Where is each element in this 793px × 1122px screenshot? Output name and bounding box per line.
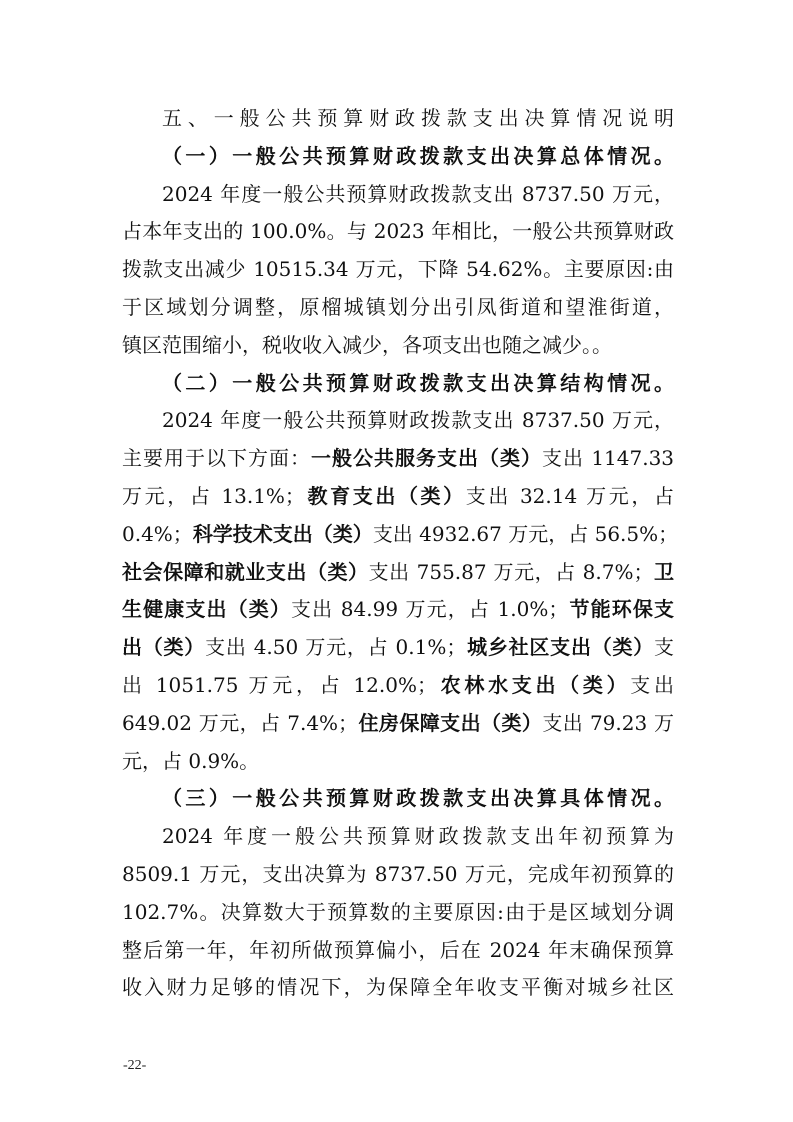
text-segment: 支出 4.50 万元，占 0.1%； <box>205 635 467 660</box>
part2-line-4 <box>122 516 679 554</box>
category-general-public-services: 一般公共服务支出（类） <box>310 446 542 471</box>
part1-line-1: 2024 年度一般公共预算财政拨款支出 8737.50 万元， <box>162 181 674 206</box>
part2-line-6 <box>122 591 674 629</box>
part3-line-3: 102.7%。决算数大于预算数的主要原因:由于是区域划分调 <box>122 899 674 924</box>
part1-line-4: 于区域划分调整，原榴城镇划分出引凤街道和望淮街道， <box>122 294 674 319</box>
part1-line-2: 占本年支出的 100.0%。与 2023 年相比，一般公共预算财政 <box>122 219 674 244</box>
category-social-security: 社会保障和就业支出（类） <box>122 559 369 584</box>
part2-line-5 <box>122 554 674 592</box>
section-title: 五、一般公共预算财政拨款支出决算情况说明 <box>162 106 674 130</box>
text-segment: 支出 32.14 万元，占 <box>465 483 674 508</box>
category-health-part1: 卫 <box>653 559 675 584</box>
category-energy-environment-part2: 出（类） <box>122 635 206 660</box>
category-education: 教育支出（类） <box>304 483 466 508</box>
text-segment: 万元，占 13.1%； <box>122 483 305 508</box>
part1-line-3: 拨款支出减少 10515.34 万元，下降 54.62%。主要原因:由 <box>122 257 674 282</box>
category-urban-rural-community: 城乡社区支出（类） <box>466 635 655 660</box>
part2-heading: （二）一般公共预算财政拨款支出决算结构情况。 <box>162 370 674 395</box>
part2-line-7 <box>122 629 674 667</box>
category-housing-security: 住房保障支出（类） <box>358 710 543 735</box>
text-segment: 支出 79.23 万 <box>542 710 674 735</box>
text-segment: 649.02 万元，占 7.4%； <box>122 710 359 735</box>
text-segment: 出 1051.75 万元，占 12.0%； <box>122 672 437 697</box>
part3-line-2: 8509.1 万元，支出决算为 8737.50 万元，完成年初预算的 <box>122 861 674 886</box>
part2-line-8 <box>122 667 674 705</box>
part2-line-9 <box>122 705 674 743</box>
category-science-technology: 科学技术支出（类） <box>192 521 373 546</box>
part1-line-5: 镇区范围缩小，税收收入减少，各项支出也随之减少。。 <box>122 332 612 357</box>
part2-line-3 <box>122 478 674 516</box>
text-segment: 支 <box>654 635 675 660</box>
part2-line-1: 2024 年度一般公共预算财政拨款支出 8737.50 万元， <box>162 408 674 433</box>
text-segment: 支出 84.99 万元，占 1.0%； <box>291 597 569 622</box>
text-segment: 主要用于以下方面： <box>122 446 311 471</box>
text-segment: 支出 1147.33 <box>541 446 675 471</box>
page-number: -22- <box>123 1058 147 1073</box>
part1-heading: （一）一般公共预算财政拨款支出决算总体情况。 <box>162 143 674 168</box>
text-segment: 支出 4932.67 万元，占 56.5%； <box>372 521 679 546</box>
part2-line-10: 元，占 0.9%。 <box>122 748 260 773</box>
document-body <box>122 100 679 1007</box>
part3-line-5: 收入财力足够的情况下，为保障全年收支平衡对城乡社区 <box>122 975 674 1000</box>
category-health-part2: 生健康支出（类） <box>122 597 292 622</box>
part3-line-4: 整后第一年，年初所做预算偏小，后在 2024 年末确保预算 <box>122 937 674 962</box>
text-segment: 支出 <box>630 672 675 697</box>
category-agriculture-forestry-water: 农林水支出（类） <box>436 672 631 697</box>
text-segment: 支出 755.87 万元，占 8.7%； <box>368 559 654 584</box>
category-energy-environment-part1: 节能环保支 <box>568 597 675 622</box>
text-segment: 0.4%； <box>122 521 193 546</box>
part2-line-2 <box>122 440 674 478</box>
part3-heading: （三）一般公共预算财政拨款支出决算具体情况。 <box>162 786 674 811</box>
part3-line-1: 2024 年度一般公共预算财政拨款支出年初预算为 <box>162 824 674 849</box>
